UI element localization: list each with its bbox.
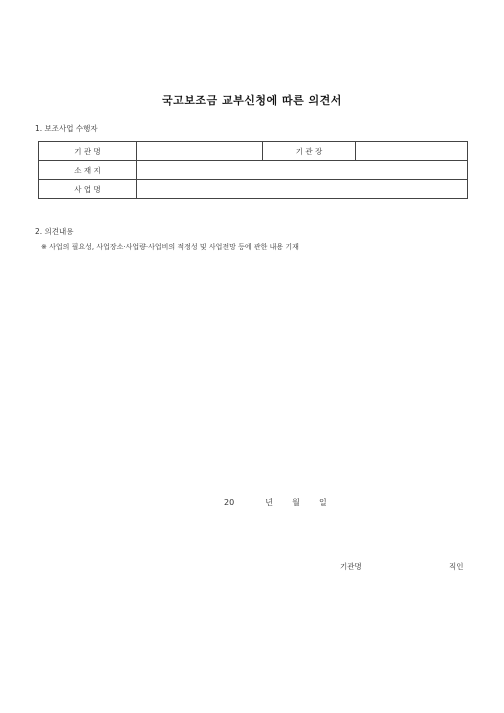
signature-org-label: 기관명 xyxy=(340,562,362,571)
opinion-note: ※ 사업의 필요성, 사업장소·사업량·사업비의 적정성 및 사업전망 등에 관한 내용 기재 xyxy=(41,243,299,251)
section-1-label: 1. 보조사업 수행자 xyxy=(35,124,98,133)
org-name-label: 기 관 명 xyxy=(39,142,137,161)
org-name-field[interactable] xyxy=(137,142,263,161)
date-month: 월 xyxy=(292,498,300,507)
address-field[interactable] xyxy=(137,161,468,180)
section-2-label: 2. 의견내용 xyxy=(35,227,74,236)
date-year-prefix: 20 xyxy=(224,498,235,507)
date-day: 일 xyxy=(318,498,327,507)
table-row xyxy=(39,180,468,199)
table-row xyxy=(39,142,468,161)
address-label: 소 재 지 xyxy=(39,161,137,180)
head-field[interactable] xyxy=(356,142,468,161)
date-line xyxy=(224,497,327,508)
date-year-suffix: 년 xyxy=(265,498,274,507)
project-label: 사 업 명 xyxy=(39,180,137,199)
performer-table xyxy=(38,141,468,199)
signature-seal-label: 직인 xyxy=(449,562,464,571)
project-field[interactable] xyxy=(137,180,468,199)
table-row xyxy=(39,161,468,180)
head-label: 기 관 장 xyxy=(263,142,356,161)
document-title: 국고보조금 교부신청에 따른 의견서 xyxy=(162,94,342,107)
